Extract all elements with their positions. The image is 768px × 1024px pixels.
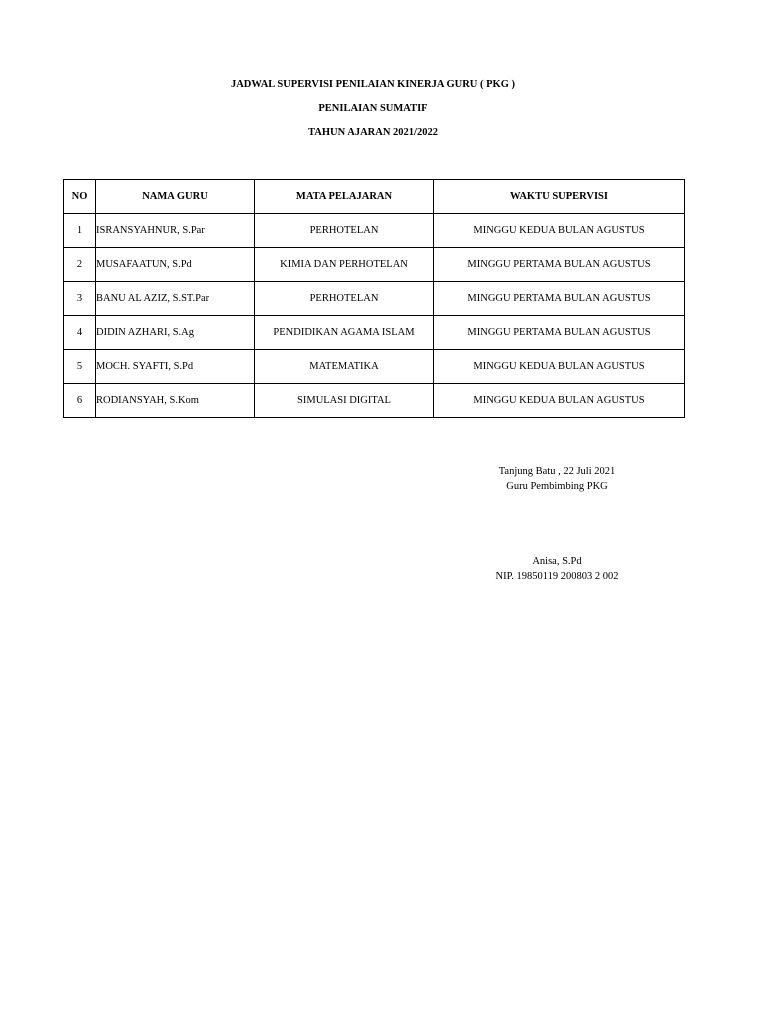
row-number: 3 bbox=[64, 282, 96, 316]
supervision-time: MINGGU PERTAMA BULAN AGUSTUS bbox=[434, 316, 685, 350]
supervision-time: MINGGU KEDUA BULAN AGUSTUS bbox=[434, 384, 685, 418]
teacher-name: BANU AL AZIZ, S.ST.Par bbox=[96, 282, 255, 316]
column-header-subject: MATA PELAJARAN bbox=[255, 180, 434, 214]
supervision-time: MINGGU KEDUA BULAN AGUSTUS bbox=[434, 214, 685, 248]
subject: KIMIA DAN PERHOTELAN bbox=[255, 248, 434, 282]
subject: SIMULASI DIGITAL bbox=[255, 384, 434, 418]
supervision-schedule-table bbox=[63, 179, 685, 418]
supervision-time: MINGGU PERTAMA BULAN AGUSTUS bbox=[434, 282, 685, 316]
table-row bbox=[64, 282, 685, 316]
row-number: 4 bbox=[64, 316, 96, 350]
table-row bbox=[64, 350, 685, 384]
signature-place-date: Tanjung Batu , 22 Juli 2021 bbox=[498, 466, 616, 477]
column-header-teacher-name: NAMA GURU bbox=[96, 180, 255, 214]
table-row bbox=[64, 214, 685, 248]
column-header-no: NO bbox=[64, 180, 96, 214]
table-row bbox=[64, 316, 685, 350]
row-number: 5 bbox=[64, 350, 96, 384]
table-row bbox=[64, 248, 685, 282]
subject: PERHOTELAN bbox=[255, 214, 434, 248]
subject: MATEMATIKA bbox=[255, 350, 434, 384]
teacher-name: ISRANSYAHNUR, S.Par bbox=[96, 214, 255, 248]
row-number: 6 bbox=[64, 384, 96, 418]
supervision-time: MINGGU PERTAMA BULAN AGUSTUS bbox=[434, 248, 685, 282]
document-subtitle: PENILAIAN SUMATIF bbox=[318, 103, 428, 114]
signature-role: Guru Pembimbing PKG bbox=[506, 481, 608, 492]
signatory-name: Anisa, S.Pd bbox=[532, 556, 582, 567]
academic-year: TAHUN AJARAN 2021/2022 bbox=[308, 127, 438, 138]
column-header-supervision-time: WAKTU SUPERVISI bbox=[434, 180, 685, 214]
signatory-nip: NIP. 19850119 200803 2 002 bbox=[495, 571, 619, 582]
row-number: 2 bbox=[64, 248, 96, 282]
subject: PENDIDIKAN AGAMA ISLAM bbox=[255, 316, 434, 350]
table-row bbox=[64, 384, 685, 418]
table-header-row bbox=[64, 180, 685, 214]
teacher-name: MUSAFAATUN, S.Pd bbox=[96, 248, 255, 282]
document-title: JADWAL SUPERVISI PENILAIAN KINERJA GURU ( PKG ) bbox=[230, 79, 516, 90]
teacher-name: MOCH. SYAFTI, S.Pd bbox=[96, 350, 255, 384]
teacher-name: DIDIN AZHARI, S.Ag bbox=[96, 316, 255, 350]
row-number: 1 bbox=[64, 214, 96, 248]
supervision-time: MINGGU KEDUA BULAN AGUSTUS bbox=[434, 350, 685, 384]
subject: PERHOTELAN bbox=[255, 282, 434, 316]
teacher-name: RODIANSYAH, S.Kom bbox=[96, 384, 255, 418]
